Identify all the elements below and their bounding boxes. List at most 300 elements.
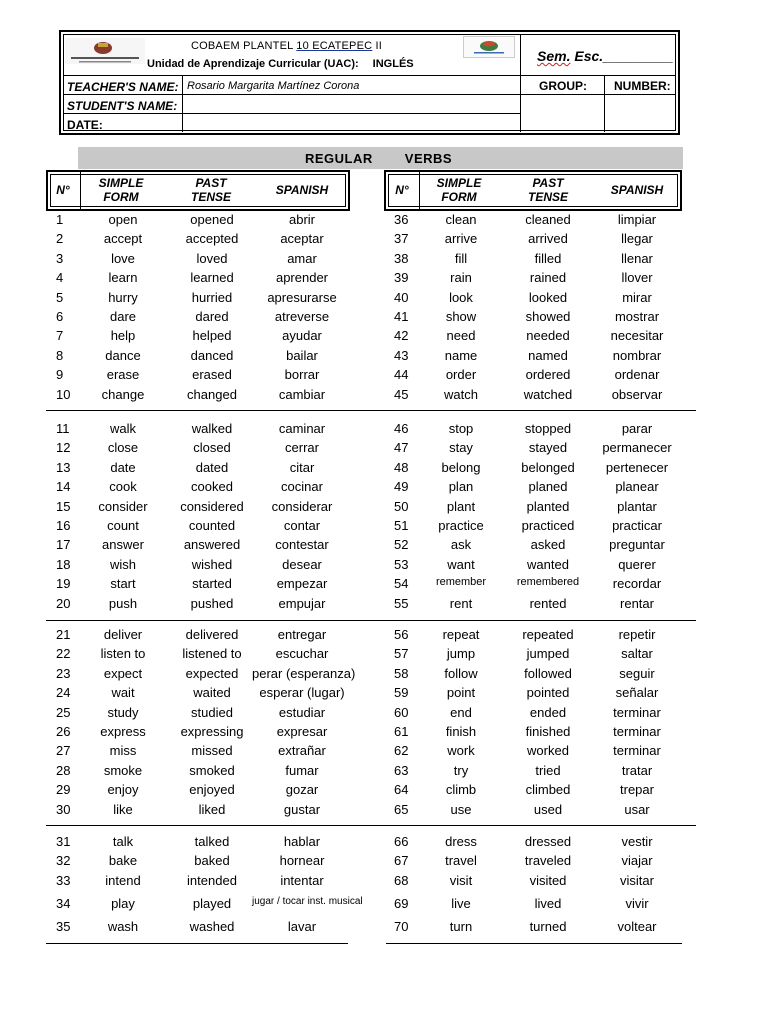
simple-form: intend [105,872,141,888]
school-campus: 10 ECATEPEC [296,40,373,52]
past-tense: talked [194,834,230,849]
verb-number: 58 [394,665,409,681]
teacher-name: Rosario Margarita Martínez Corona [187,80,360,92]
verb-number: 51 [394,518,409,533]
verb-number: 12 [56,440,71,456]
spanish-translation: mostrar [614,309,660,324]
past-tense: belonged [521,459,575,475]
verb-number: 13 [56,459,71,475]
verb-number: 47 [394,440,409,456]
page-title: REGULAR VERBS [305,151,453,166]
verb-number: 39 [394,270,409,286]
past-tense: loved [196,250,228,266]
past-tense: dressed [524,834,572,849]
spanish-translation: abrir [288,212,315,227]
simple-form: listen to [100,646,146,662]
spanish-translation: amar [287,250,317,266]
verb-number: 5 [56,289,64,305]
col-past-header: PAST TENSE [190,176,231,204]
verb-number: 21 [56,627,71,642]
verb-number: 63 [394,762,409,778]
group-label: GROUP: [539,79,587,93]
simple-form: deliver [103,627,143,642]
past-tense: listened to [182,646,242,662]
col-num-header: N° [56,183,70,197]
verb-number: 65 [394,801,409,817]
spanish-translation: pertenecer [605,459,669,475]
spanish-translation: atreverse [274,309,330,324]
spanish-translation: cambiar [278,386,326,402]
past-tense: named [528,347,568,363]
verb-number: 25 [56,704,71,720]
simple-form: arrive [444,231,478,247]
spanish-translation: empezar [276,576,328,592]
verb-number: 26 [56,724,71,739]
simple-form: wait [111,685,135,701]
col-spanish-header: SPANISH [275,183,329,197]
verb-number: 62 [394,743,409,759]
verb-number: 24 [56,685,71,701]
spanish-translation: contar [283,518,321,533]
simple-form: like [113,801,133,817]
uac-label: Unidad de Aprendizaje Curricular (UAC): [147,58,359,70]
simple-form: hurry [108,289,138,305]
verb-number: 11 [56,421,70,436]
simple-form: count [107,518,139,533]
simple-form: play [111,896,135,911]
spanish-translation: mirar [622,289,652,305]
spanish-translation: ordenar [614,367,660,383]
spanish-translation: bailar [286,347,318,363]
past-tense: wished [191,556,233,572]
past-tense: delivered [185,627,239,642]
past-tense: enjoyed [189,782,235,798]
government-logo-icon [65,38,145,64]
simple-form: name [444,347,478,363]
spanish-translation: aceptar [280,231,324,247]
past-tense: stayed [528,440,568,456]
past-tense: intended [187,872,237,888]
spanish-translation: fumar [285,762,319,778]
past-tense: dared [195,309,229,324]
school-name: COBAEM PLANTEL 10 ECATEPEC II [191,40,383,52]
verb-number: 37 [394,231,409,247]
spanish-translation: perar (esperanza) [252,665,356,681]
simple-form: stay [449,440,473,456]
spanish-translation: tratar [621,762,653,778]
spanish-translation: considerar [271,498,333,514]
simple-form: dare [109,309,137,324]
verb-number: 57 [394,646,409,662]
simple-form: practice [438,518,484,533]
past-tense: walked [191,421,233,436]
spanish-translation: estudiar [278,704,326,720]
spanish-translation: cerrar [285,440,319,456]
spanish-translation: voltear [617,919,657,934]
verb-number: 16 [56,518,71,533]
bottom-rule-left [46,943,348,944]
verb-number: 35 [56,919,71,934]
uac-value: INGLÉS [372,58,414,70]
spanish-translation: rentar [620,595,654,611]
simple-form: climb [445,782,477,798]
simple-form: finish [445,724,477,739]
group-rule [46,620,696,621]
simple-form: follow [444,665,478,681]
simple-form: point [446,685,476,701]
spanish-translation: saltar [621,646,653,662]
header-box [59,30,680,135]
past-tense: ended [529,704,567,720]
past-tense: hurried [191,289,233,305]
past-tense: needed [526,328,570,344]
past-tense: studied [191,704,233,720]
verb-number: 6 [56,309,64,324]
past-tense: used [533,801,563,817]
verb-number: 28 [56,762,71,778]
past-tense: climbed [525,782,571,798]
spanish-translation: jugar / tocar inst. musical [252,896,363,907]
simple-form: belong [441,459,481,475]
date-label: DATE: [67,118,103,132]
spanish-translation: aprender [275,270,329,286]
simple-form: bake [108,853,138,869]
col-num-header: N° [395,183,409,197]
verb-number: 32 [56,853,71,869]
verb-number: 40 [394,289,409,305]
verb-number: 7 [56,328,64,344]
simple-form: try [453,762,469,778]
divider [520,34,521,132]
uac-line [147,58,414,70]
divider [63,94,520,95]
simple-form: smoke [103,762,143,778]
spanish-translation: empujar [278,595,326,611]
past-tense: traveled [524,853,572,869]
verb-number: 29 [56,782,71,798]
bottom-rule-right [386,943,682,944]
past-tense: looked [528,289,568,305]
spanish-translation: señalar [615,685,659,701]
past-tense: ordered [525,367,571,383]
past-tense: cleaned [525,212,571,227]
past-tense: baked [194,853,230,869]
verb-number: 70 [394,919,409,934]
past-tense: finished [525,724,571,739]
spanish-translation: intentar [280,872,324,888]
verb-number: 31 [56,834,71,849]
verb-number: 9 [56,367,64,383]
simple-form: help [110,328,136,344]
simple-form: fill [454,250,468,266]
past-tense: repeated [522,627,574,642]
past-tense: watched [523,386,573,402]
past-tense: washed [189,919,235,934]
spanish-translation: recordar [612,576,662,592]
simple-form: cook [109,479,137,495]
past-tense: visited [529,872,567,888]
simple-form: study [107,704,139,720]
spanish-translation: vivir [625,896,649,911]
group-rule [46,410,696,411]
simple-form: walk [109,421,136,436]
simple-form: date [110,459,136,475]
divider [63,113,520,114]
simple-form: turn [449,919,473,934]
spanish-translation: desear [282,556,322,572]
spanish-translation: extrañar [278,743,326,759]
past-tense: dated [195,459,229,475]
simple-form: order [445,367,477,383]
verb-number: 4 [56,270,64,286]
simple-form: live [451,896,471,911]
verb-number: 14 [56,479,71,495]
simple-form: learn [108,270,138,286]
spanish-translation: entregar [277,627,327,642]
past-tense: learned [190,270,234,286]
number-label: NUMBER: [614,79,671,93]
spanish-translation: preguntar [609,537,665,553]
past-tense: turned [529,919,567,934]
verb-number: 44 [394,367,409,383]
group-rule [46,825,696,826]
verb-number: 68 [394,872,409,888]
spanish-translation: lavar [287,919,317,934]
simple-form: accept [103,231,143,247]
past-tense: expected [185,665,239,681]
simple-form: stop [448,421,474,436]
spanish-translation: querer [618,556,656,572]
simple-form: start [110,576,136,592]
simple-form: erase [106,367,140,383]
spanish-translation: repetir [618,627,656,642]
simple-form: remember [435,576,487,589]
simple-form: visit [449,872,473,888]
col-spanish-header: SPANISH [610,183,664,197]
verb-number: 36 [394,212,409,227]
simple-form: wash [107,919,139,934]
spanish-translation: expresar [276,724,328,739]
spanish-translation: citar [289,459,315,475]
past-tense: planed [528,479,568,495]
spanish-translation: nombrar [612,347,662,363]
spanish-translation: planear [615,479,659,495]
spanish-translation: necesitar [610,328,664,344]
verb-number: 20 [56,595,71,611]
verb-number: 59 [394,685,409,701]
simple-form: dance [105,347,141,363]
teacher-label: TEACHER'S NAME: [67,80,179,94]
past-tense: changed [187,386,237,402]
verb-number: 52 [394,537,409,553]
verb-number: 60 [394,704,409,720]
simple-form: miss [109,743,137,759]
simple-form: show [445,309,477,324]
simple-form: push [108,595,138,611]
past-tense: rented [529,595,567,611]
col-simple-header: SIMPLE FORM [98,176,144,204]
verb-number: 19 [56,576,71,592]
spanish-translation: escuchar [275,646,329,662]
spanish-translation: hablar [283,834,321,849]
spanish-translation: llover [621,270,653,286]
past-tense: followed [524,665,572,681]
past-tense: arrived [528,231,568,247]
verb-number: 34 [56,896,71,911]
past-tense: tried [535,762,561,778]
verb-number: 10 [56,386,71,402]
simple-form: use [450,801,472,817]
simple-form: wish [109,556,136,572]
col-past-header: PAST TENSE [527,176,568,204]
simple-form: enjoy [107,782,139,798]
spanish-translation: apresurarse [267,289,337,305]
verb-number: 66 [394,834,409,849]
simple-form: rent [449,595,473,611]
spanish-translation: gozar [285,782,319,798]
past-tense: cooked [191,479,233,495]
past-tense: rained [529,270,567,286]
verb-number: 42 [394,328,409,344]
spanish-translation: parar [621,421,653,436]
verb-number: 55 [394,595,409,611]
simple-form: work [447,743,475,759]
past-tense: played [192,896,232,911]
spanish-translation: terminar [613,724,661,739]
past-tense: answered [183,537,241,553]
simple-form: consider [98,498,148,514]
verb-number: 43 [394,347,409,363]
verb-number: 17 [56,537,71,553]
verb-number: 69 [394,896,409,911]
past-tense: danced [190,347,234,363]
spanish-translation: seguir [619,665,655,681]
divider [604,75,605,132]
spanish-translation: observar [611,386,663,402]
spanish-translation: viajar [621,853,653,869]
past-tense: wanted [527,556,569,572]
verb-number: 8 [56,347,64,363]
simple-form: rain [450,270,472,286]
past-tense: worked [527,743,569,759]
past-tense: planted [526,498,570,514]
verb-number: 1 [56,212,64,227]
simple-form: end [450,704,472,720]
spanish-translation: cocinar [281,479,323,495]
past-tense: pushed [190,595,234,611]
simple-form: plant [446,498,476,514]
spanish-translation: vestir [621,834,653,849]
spanish-translation: hornear [279,853,325,869]
past-tense: pointed [526,685,570,701]
verb-number: 54 [394,576,409,592]
verb-number: 53 [394,556,409,572]
verb-number: 50 [394,498,409,514]
verb-number: 67 [394,853,409,869]
spanish-translation: trepar [620,782,654,798]
spanish-translation: terminar [613,743,661,759]
simple-form: ask [450,537,472,553]
simple-form: answer [102,537,144,553]
verb-number: 64 [394,782,409,798]
verb-number: 56 [394,627,409,642]
simple-form: change [101,386,145,402]
past-tense: asked [530,537,566,553]
verb-number: 18 [56,556,71,572]
past-tense: smoked [189,762,235,778]
divider [63,75,676,76]
simple-form: dress [445,834,477,849]
spanish-translation: gustar [283,801,321,817]
verb-number: 49 [394,479,409,495]
spanish-translation: terminar [613,704,661,720]
spanish-translation: caminar [278,421,326,436]
spanish-translation: contestar [275,537,329,553]
past-tense: erased [192,367,232,383]
past-tense: closed [193,440,231,456]
spanish-translation: limpiar [617,212,657,227]
simple-form: travel [445,853,477,869]
cobaem-logo-icon [463,36,515,58]
spanish-translation: borrar [284,367,320,383]
spanish-translation: practicar [612,518,662,533]
simple-form: close [107,440,139,456]
student-label: STUDENT'S NAME: [67,99,178,113]
past-tense: filled [534,250,562,266]
past-tense: jumped [526,646,570,662]
col-simple-header: SIMPLE FORM [436,176,482,204]
verb-number: 27 [56,743,71,759]
verb-number: 15 [56,498,71,514]
past-tense: showed [525,309,571,324]
simple-form: repeat [442,627,480,642]
verb-number: 38 [394,250,409,266]
spanish-translation: llenar [621,250,653,266]
past-tense: missed [191,743,233,759]
spanish-translation: esperar (lugar) [259,685,345,701]
past-tense: stopped [524,421,572,436]
past-tense: practiced [521,518,575,533]
past-tense: started [192,576,232,592]
spanish-translation: usar [624,801,650,817]
past-tense: counted [188,518,236,533]
simple-form: express [100,724,146,739]
past-tense: opened [190,212,234,227]
verb-number: 61 [394,724,409,739]
simple-form: plan [448,479,474,495]
verb-number: 45 [394,386,409,402]
simple-form: look [449,289,473,305]
verb-number: 46 [394,421,409,436]
simple-form: talk [112,834,134,849]
simple-form: want [447,556,475,572]
verb-number: 48 [394,459,409,475]
verb-number: 33 [56,872,71,888]
past-tense: lived [534,896,562,911]
spanish-translation: ayudar [282,328,322,344]
past-tense: accepted [185,231,239,247]
past-tense: liked [198,801,226,817]
spanish-translation: llegar [621,231,653,247]
past-tense: remembered [516,576,580,589]
divider [182,75,183,132]
semester-field: Sem. Esc._________ [537,48,674,64]
spanish-translation: plantar [617,498,657,514]
verb-number: 2 [56,231,64,247]
simple-form: clean [445,212,477,227]
spanish-translation: visitar [620,872,654,888]
spanish-translation: permanecer [602,440,672,456]
